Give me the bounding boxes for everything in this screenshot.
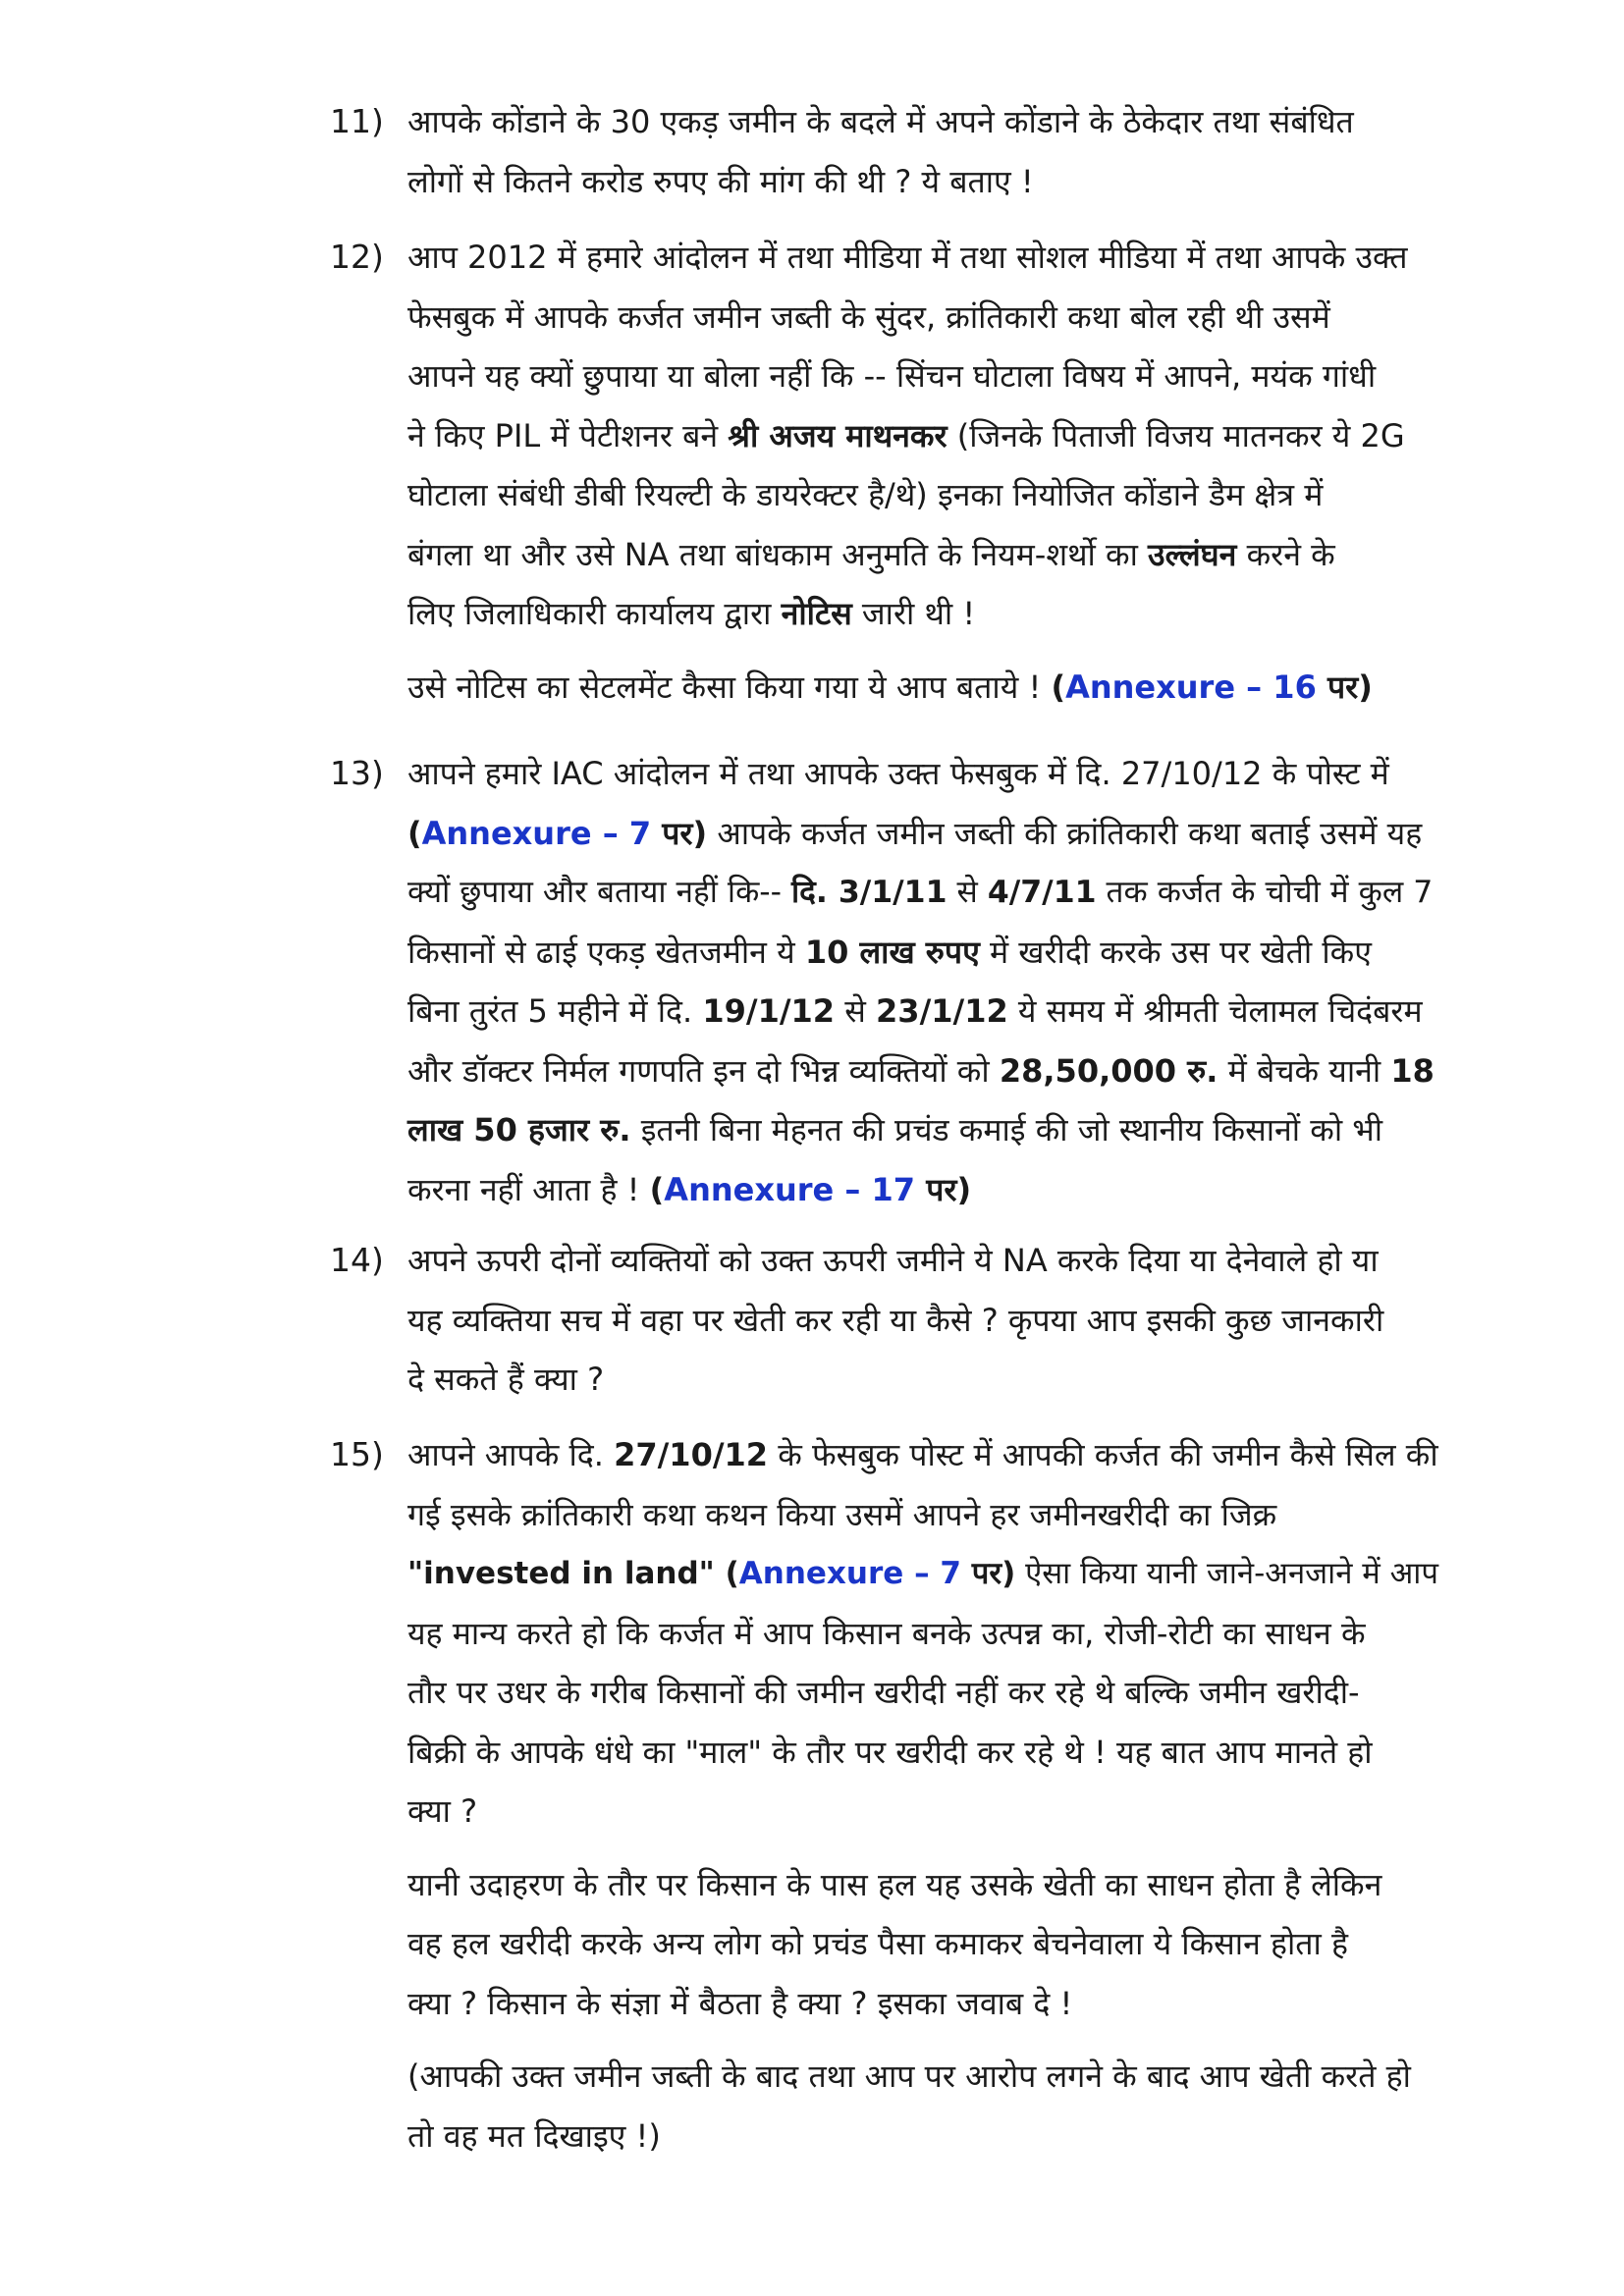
text-run: आपके कर्जत जमीन जब्ती की क्रांतिकारी कथा बताई उसमें यह [707,814,1423,852]
annexure-ref: Annexure – 7 [421,814,652,852]
text-run: क्यों छुपाया और बताया नहीं कि-- [407,875,792,910]
text-line: लोगों से कितने करोड रुपए की मांग की थी ? ये बताए ! [407,162,1034,200]
bold-text: दि. 3/1/11 [791,875,947,910]
text-run: में खरीदी करके उस पर खेती किए [979,933,1372,971]
item-number: 13) [330,754,384,792]
text-line [407,863,1443,923]
text-run: ये समय में श्रीमती चेलामल चिदंबरम [1007,992,1423,1030]
bracket: ( [714,1556,739,1591]
item-body [407,744,1443,1219]
paragraph [407,92,1443,211]
item-body [407,1425,1443,2165]
item-body [407,1231,1443,1410]
text-line: क्या ? [407,1792,478,1830]
bold-text: 18 [1390,1051,1435,1090]
annexure-ref: Annexure – 16 [1065,667,1317,706]
text-line [407,1425,1443,1485]
text-line [407,804,1443,864]
bold-text: 28,50,000 रु. [999,1051,1218,1090]
annexure-ref: Annexure – 7 [738,1556,961,1591]
paragraph [407,1855,1443,2034]
text-run: करने के [1236,535,1335,573]
annexure-ref: Annexure – 17 [664,1170,916,1208]
text-run: ऐसा किया यानी जाने-अनजाने में आप [1015,1556,1438,1591]
item-number: 15) [330,1435,384,1473]
text-run: आपने आपके दि. [407,1436,615,1473]
text-run: से [835,992,877,1030]
bold-text: 27/10/12 [614,1436,769,1473]
bold-text: लाख 50 हजार रु. [407,1111,631,1148]
bracket: ( [407,814,422,852]
paragraph [407,228,1443,644]
bracket: पर) [1316,667,1373,706]
text-line: गई इसके क्रांतिकारी कथा कथन किया उसमें आपने हर जमीनखरीदी का जिक्र [407,1495,1277,1533]
text-line [407,584,1443,644]
text-line: (आपकी उक्त जमीन जब्ती के बाद तथा आप पर आरोप लगने के बाद आप खेती करते हो [407,2057,1411,2095]
text-line [407,525,1443,585]
paragraph [407,1231,1443,1410]
paragraph [407,2047,1443,2165]
text-line: क्या ? किसान के संज्ञा में बैठता है क्या ? इसका जवाब दे ! [407,1984,1073,2022]
text-run: इतनी बिना मेहनत की प्रचंड कमाई की जो स्थानीय किसानों को भी [630,1111,1383,1148]
text-line: तौर पर उधर के गरीब किसानों की जमीन खरीदी नहीं कर रहे थे बल्कि जमीन खरीदी- [407,1674,1360,1711]
text-line: तो वह मत दिखाइए !) [407,2116,661,2155]
text-run: तक कर्जत के चोची में कुल 7 [1096,875,1434,910]
text-line: फेसबुक में आपके कर्जत जमीन जब्ती के सुंदर, क्रांतिकारी कथा बोल रही थी उसमें [407,297,1330,336]
item-number: 12) [330,238,384,276]
bracket: पर) [651,814,708,852]
text-line [407,1544,1443,1604]
item-number: 11) [330,102,384,140]
paragraph [407,744,1443,1219]
text-line: आपने यह क्यों छुपाया या बोला नहीं कि -- सिंचन घोटाला विषय में आपने, मयंक गांधी [407,357,1377,395]
paragraph [407,1425,1443,1842]
bold-text: "invested in land" [407,1556,715,1591]
bold-text: 4/7/11 [987,875,1097,910]
text-line [407,1160,1443,1220]
text-line [407,658,1443,718]
item-number: 14) [330,1241,384,1279]
bracket: ( [649,1170,665,1208]
bold-text: उल्लंघन [1148,535,1237,573]
text-run: लिए जिलाधिकारी कार्यालय द्वारा [407,595,782,632]
text-line: बिक्री के आपके धंधे का "माल" के तौर पर खरीदी कर रहे थे ! यह बात आप मानते हो [407,1733,1373,1771]
text-line: यह व्यक्तिया सच में वहा पर खेती कर रही या कैसे ? कृपया आप इसकी कुछ जानकारी [407,1301,1384,1339]
text-run: बंगला था और उसे NA तथा बांधकाम अनुमति के नियम-शर्थो का [407,535,1149,573]
text-line: वह हल खरीदी करके अन्य लोग को प्रचंड पैसा कमाकर बेचनेवाला ये किसान होता है [407,1925,1348,1962]
text-line: यह मान्य करते हो कि कर्जत में आप किसान बनके उत्पन्न का, रोजी-रोटी का साधन के [407,1614,1366,1652]
text-line: आपने हमारे IAC आंदोलन में तथा आपके उक्त फेसबुक में दि. 27/10/12 के पोस्ट में [407,755,1389,792]
text-run: किसानों से ढाई एकड़ खेतजमीन ये [407,933,805,971]
text-line [407,1041,1443,1101]
bracket: पर) [960,1556,1016,1591]
text-line: आपके कोंडाने के 30 एकड़ जमीन के बदले में अपने कोंडाने के ठेकेदार तथा संबंधित [407,103,1354,140]
text-line: घोटाला संबंधी डीबी रियल्टी के डायरेक्टर है/थे) इनका नियोजित कोंडाने डैम क्षेत्र में [407,476,1324,513]
paragraph [407,658,1443,718]
text-line [407,1100,1443,1160]
bold-text: श्री अजय माथनकर [728,416,947,454]
bold-text: 10 लाख रुपए [804,933,980,971]
item-body [407,92,1443,211]
text-line [407,406,1443,466]
bracket: ( [1051,667,1066,706]
text-run: के फेसबुक पोस्ट में आपकी कर्जत की जमीन कैसे सिल की [768,1436,1438,1473]
bracket: पर) [915,1170,972,1208]
bold-text: 23/1/12 [876,992,1008,1030]
text-run: जारी थी ! [851,595,976,632]
text-line: अपने ऊपरी दोनों व्यक्तियों को उक्त ऊपरी जमीने ये NA करके दिया या देनेवाले हो या [407,1242,1379,1279]
text-line: यानी उदाहरण के तौर पर किसान के पास हल यह उसके खेती का साधन होता है लेकिन [407,1865,1382,1903]
item-body [407,228,1443,717]
text-line [407,982,1443,1041]
text-run: करना नहीं आता है ! [407,1170,650,1208]
text-run: से [947,875,988,910]
text-run: (जिनके पिताजी विजय मातनकर ये 2G [947,416,1405,454]
bold-text: नोटिस [781,595,852,632]
text-run: बिना तुरंत 5 महीने में दि. [407,992,703,1030]
text-line: दे सकते हैं क्या ? [407,1361,605,1398]
bold-text: 19/1/12 [702,992,836,1030]
text-run: और डॉक्टर निर्मल गणपति इन दो भिन्न व्यक्तियों को [407,1051,1000,1090]
text-run: ने किए PIL में पेटीशनर बने [407,416,729,454]
text-run: उसे नोटिस का सेटलमेंट कैसा किया गया ये आप बताये ! [407,667,1052,706]
text-run: में बेचके यानी [1218,1051,1391,1090]
text-line [407,923,1443,983]
text-line: आप 2012 में हमारे आंदोलन में तथा मीडिया में तथा सोशल मीडिया में तथा आपके उक्त [407,239,1408,276]
